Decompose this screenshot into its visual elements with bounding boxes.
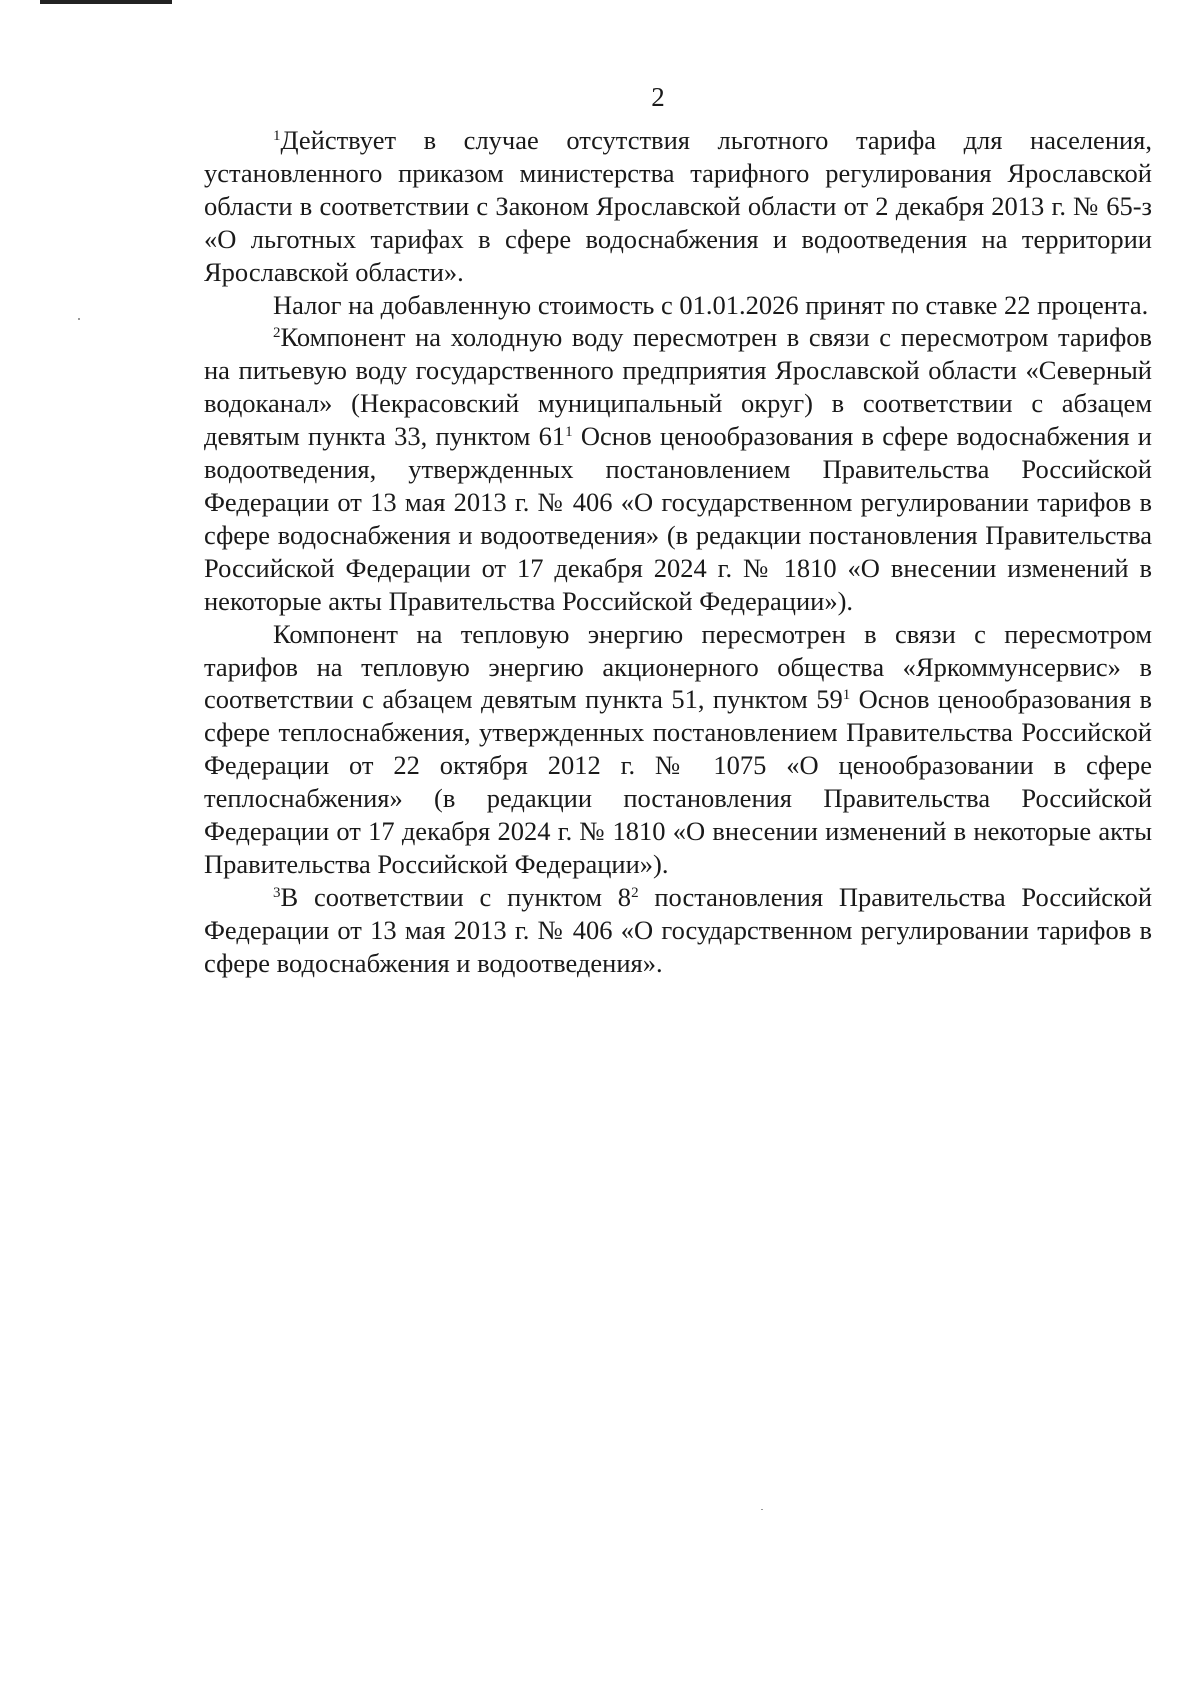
scan-artifact-bar (40, 0, 172, 4)
scan-artifact-dot (78, 318, 80, 320)
paragraph-text: Налог на добавленную стоимость с 01.01.2026 принят по ставке 22 процента. (273, 289, 1149, 320)
footnote-marker: 1 (273, 128, 281, 144)
footnote-1 (204, 124, 1152, 289)
footnote-text: Компонент на холодную воду пересмотрен в связи с пересмотром тарифов на питьевую воду государственного предприятия Ярославской области «Северный водоканал» (Некрасовский муниципальный округ) в соответствии с абзацем девятым пункта 33, пунктом 61 (204, 322, 1152, 452)
page-number: 2 (651, 82, 665, 112)
footnote-text-continued: Основ ценообразования в сфере водоснабжения и водоотведения, утвержденных постановлением Правительства Российской Федерации от 13 мая 2013 г. № 406 «О государственном регулировании тарифов в сфере водоснабжения и водоотведения» (в редакции постановления Правительства Российской Федерации от 17 декабря 2024 г. № 1810 «О внесении изменений в некоторые акты Правительства Российской Федерации»). (204, 421, 1152, 616)
footnote-text: В соответствии с пунктом 8 (280, 881, 632, 912)
superscript-index: 1 (565, 424, 573, 441)
scan-artifact-dot (761, 1509, 763, 1510)
paragraph-text: Компонент на тепловую энергию пересмотрен в связи с пересмотром тарифов на тепловую энергию акционерного общества «Яркоммунсервис» в соответствии с абзацем девятым пункта 51, пунктом 59 (204, 618, 1152, 715)
superscript-index: 1 (842, 687, 851, 704)
footnote-text-continued: постановления Правительства Российской Федерации от 13 мая 2013 г. № 406 «О государственном регулировании тарифов в сфере водоснабжения и водоотведения». (204, 881, 1153, 978)
footnote-3 (204, 881, 1152, 980)
heat-component-note (204, 618, 1152, 881)
paragraph-text-continued: Основ ценообразования в сфере теплоснабжения, утвержденных постановлением Правительства Российской Федерации от 22 октября 2012 г. № 1075 «О ценообразовании в сфере теплоснабжения» (в редакции постановления Правительства Российской Федерации от 17 декабря 2024 г. № 1810 «О внесении изменений в некоторые акты Правительства Российской Федерации»). (204, 684, 1152, 879)
footnote-2 (204, 321, 1152, 617)
superscript-index: 2 (631, 884, 639, 901)
footnote-text: Действует в случае отсутствия льготного тарифа для населения, установленного приказом министерства тарифного регулирования Ярославской области в соответствии с Законом Ярославской области от 2 декабря 2013 г. № 65-з «О льготных тарифах в сфере водоснабжения и водоотведения на территории Ярославской области». (204, 125, 1152, 287)
footnote-marker: 3 (273, 884, 281, 901)
vat-note (204, 289, 1152, 322)
footnote-marker: 2 (273, 325, 281, 342)
document-body (204, 124, 1152, 980)
